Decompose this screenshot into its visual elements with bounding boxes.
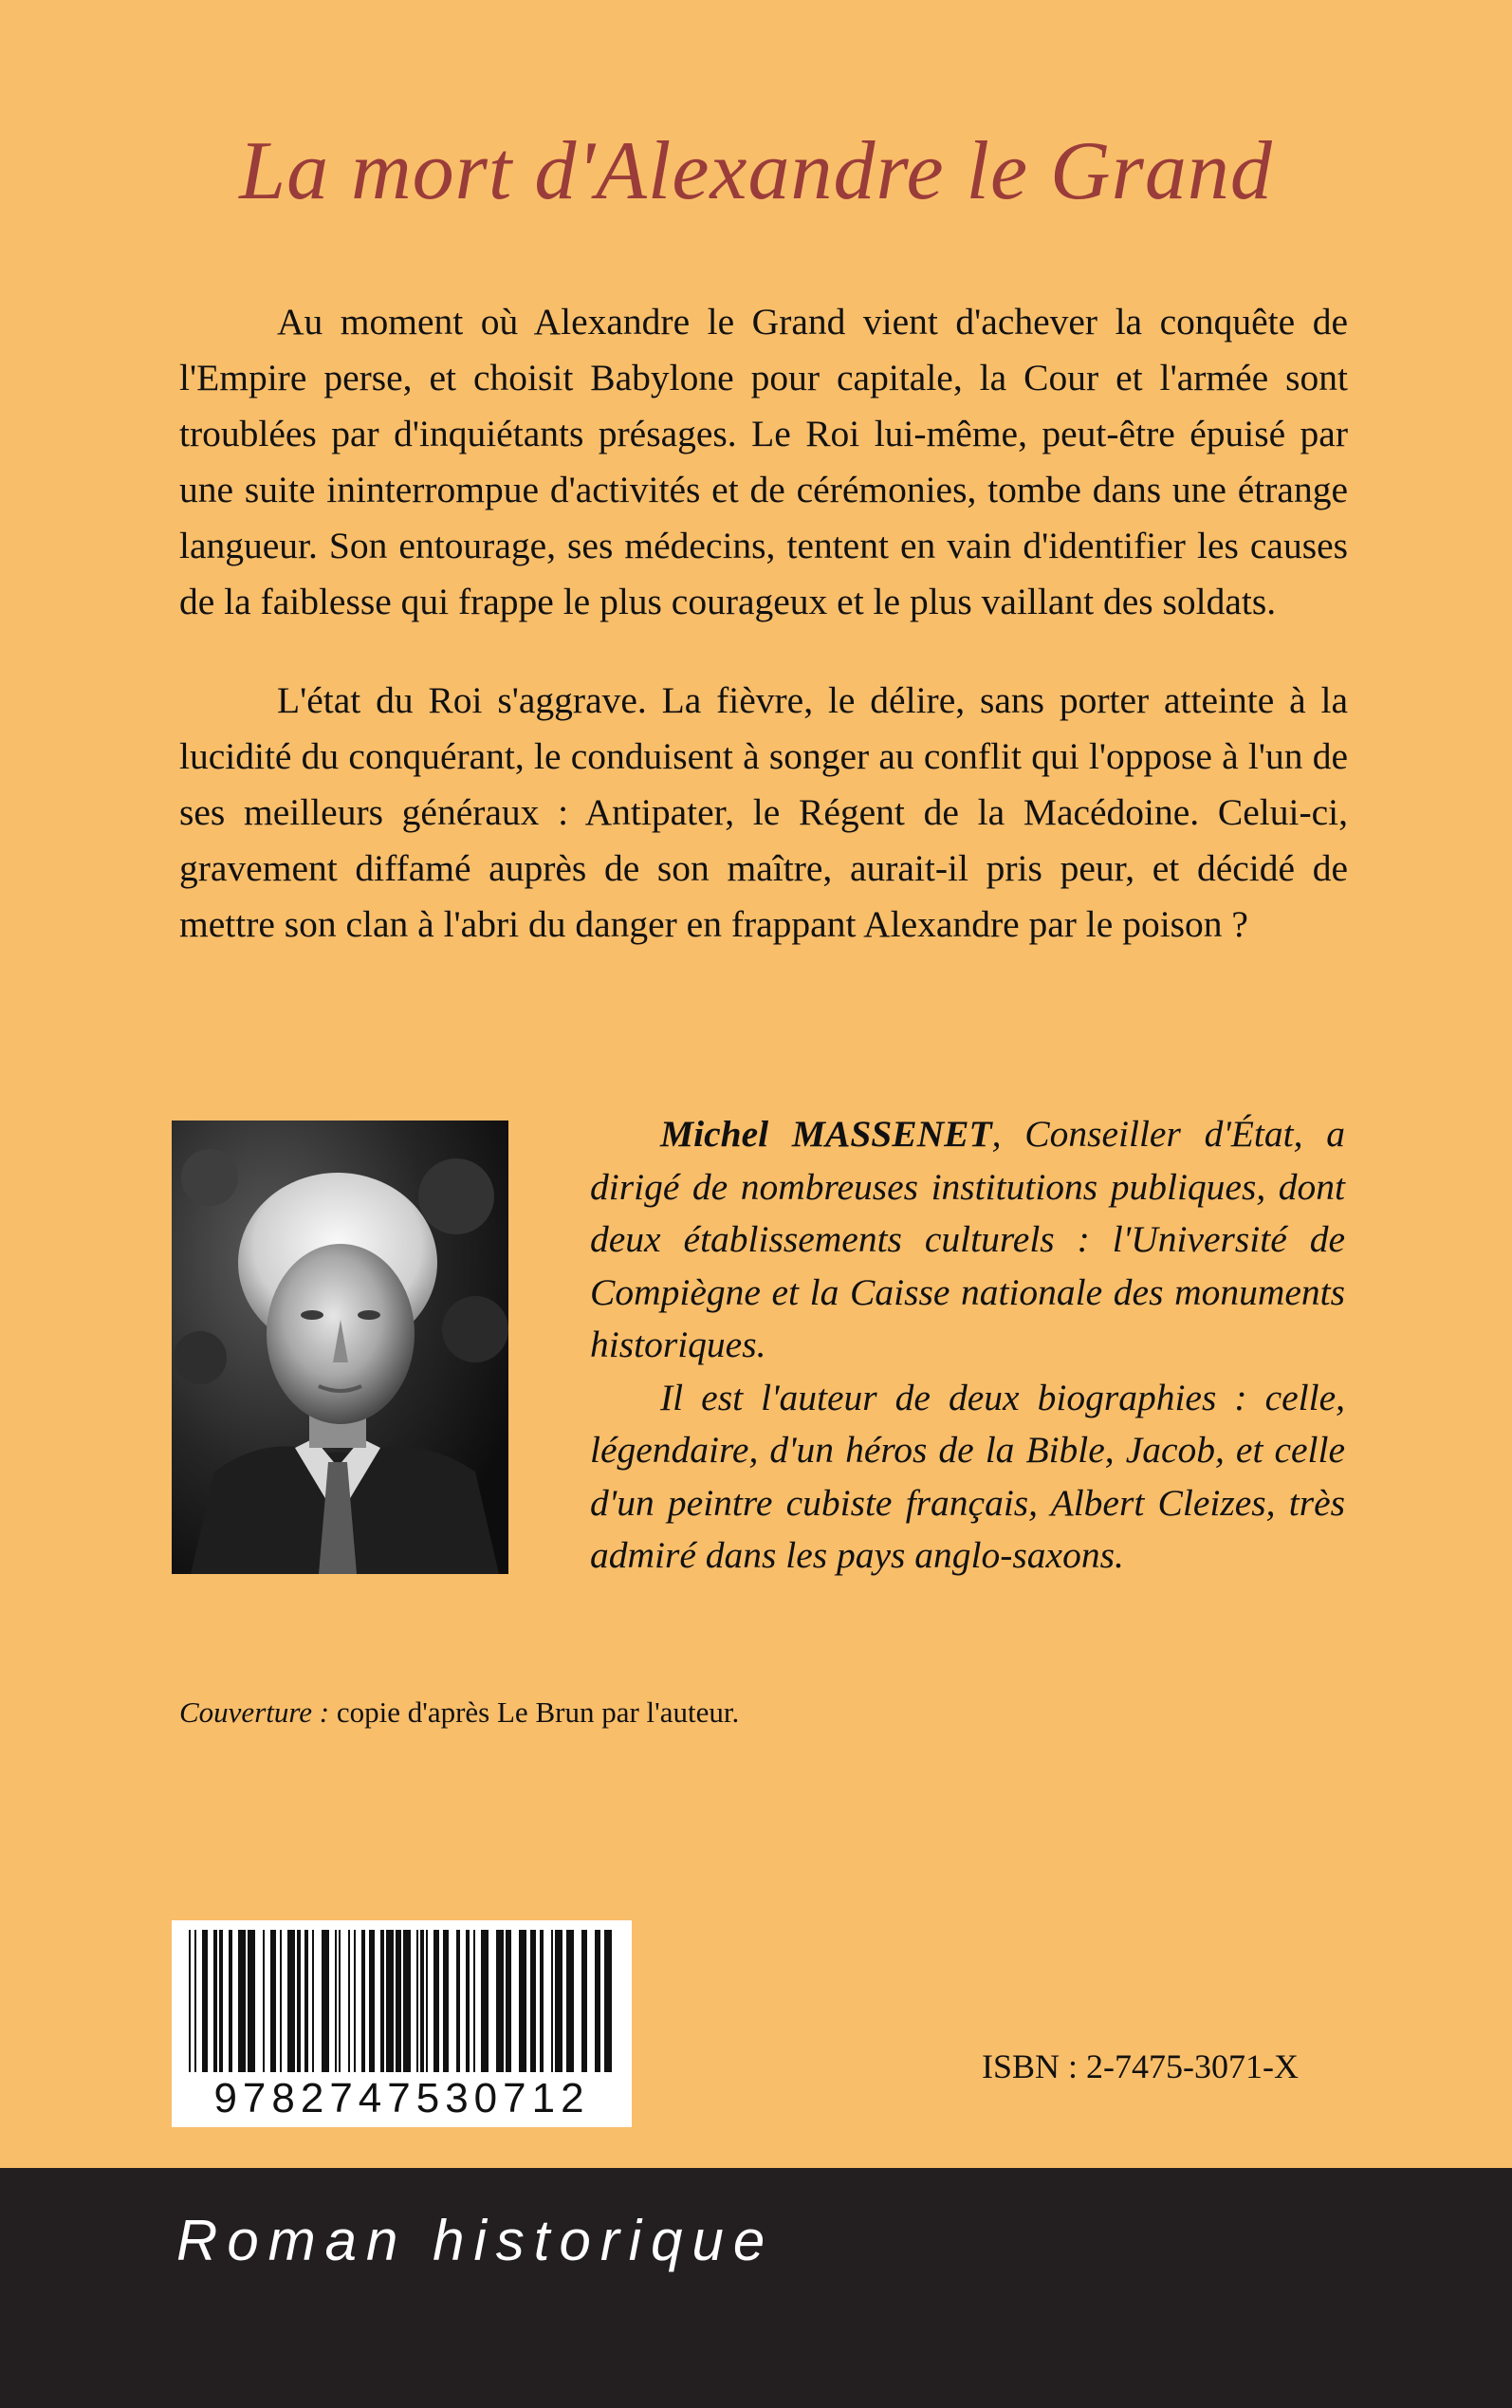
barcode-bar: [581, 1930, 587, 2072]
cover-credit: [179, 1694, 739, 1732]
book-title: La mort d'Alexandre le Grand: [239, 125, 1273, 217]
author-name: Michel MASSENET: [660, 1113, 992, 1155]
author-bio-paragraph-2: Il est l'auteur de deux biographies : celle, légendaire, d'un héros de la Bible, Jacob, et celle d'un peintre cubiste français, Albert Cleizes, très admiré dans les pays anglo-saxons.: [590, 1376, 1345, 1576]
barcode-bar: [354, 1930, 356, 2072]
barcode-bar: [519, 1930, 526, 2072]
barcode-bar: [194, 1930, 196, 2072]
barcode-bar: [443, 1930, 449, 2072]
barcode-bar: [595, 1930, 600, 2072]
summary-paragraph-2: L'état du Roi s'aggrave. La fièvre, le délire, sans porter atteinte à la lucidité du conquérant, le conduisent à songer au conflit qui l'oppose à l'un de ses meilleurs généraux : Antipater, le Régent de la Macédoine. Celui-ci, gravement diffamé auprès de son maître, aurait-il pris peur, et décidé de mettre son clan à l'abri du danger en frappant Alexandre par le poison ?: [179, 679, 1348, 945]
isbn: ISBN : 2-7475-3071-X: [982, 2047, 1299, 2085]
barcode-bar: [555, 1930, 562, 2072]
barcode-bar: [270, 1930, 276, 2072]
barcode-bar: [416, 1930, 418, 2072]
barcode-bar: [604, 1930, 612, 2072]
barcode-bar: [312, 1930, 314, 2072]
barcode-bar: [481, 1930, 489, 2072]
barcode-bar: [229, 1930, 232, 2072]
barcode-bar: [566, 1930, 574, 2072]
author-bio: [590, 1108, 1345, 1583]
barcode-bar: [202, 1930, 208, 2072]
barcode-bar: [238, 1930, 246, 2072]
barcode-bar: [473, 1930, 475, 2072]
barcode-bar: [466, 1930, 470, 2072]
cover-credit-text: copie d'après Le Brun par l'auteur.: [329, 1695, 740, 1729]
barcode-bar: [396, 1930, 401, 2072]
barcode-bar: [433, 1930, 439, 2072]
barcode: [172, 1920, 632, 2127]
barcode-bar: [322, 1930, 329, 2072]
barcode-bar: [263, 1930, 265, 2072]
barcode-bar: [456, 1930, 460, 2072]
barcode-bar: [551, 1930, 553, 2072]
author-photo: [172, 1121, 508, 1574]
barcode-bar: [380, 1930, 384, 2072]
barcode-bar: [369, 1930, 375, 2072]
barcode-bar: [335, 1930, 337, 2072]
barcode-bar: [403, 1930, 411, 2072]
barcode-bar: [420, 1930, 424, 2072]
barcode-digits: 9782747530712: [213, 2075, 590, 2121]
barcode-bar: [280, 1930, 282, 2072]
barcode-bar: [361, 1930, 365, 2072]
barcode-bar: [348, 1930, 350, 2072]
barcode-bar: [213, 1930, 217, 2072]
barcode-bar: [339, 1930, 341, 2072]
cover-credit-label: Couverture :: [179, 1695, 330, 1729]
summary-paragraph-1: Au moment où Alexandre le Grand vient d'achever la conquête de l'Empire perse, et choisit Babylone pour capitale, la Cour et l'armée sont troublées par d'inquiétants présages. Le Roi lui-même, peut-être épuisé par une suite ininterrompue d'activités et de cérémonies, tombe dans une étrange langueur. Son entourage, ses médecins, tentent en vain d'identifier les causes de la faiblesse qui frappe le plus courageux et le plus vaillant des soldats.: [179, 301, 1348, 622]
author-bio-paragraph-1: [590, 1108, 1345, 1372]
barcode-bar: [297, 1930, 301, 2072]
barcode-bar: [304, 1930, 308, 2072]
barcode-bar: [189, 1930, 191, 2072]
genre-label: Roman historique: [176, 2209, 775, 2272]
barcode-bars: [172, 1920, 632, 2080]
barcode-bar: [496, 1930, 504, 2072]
barcode-bar: [219, 1930, 223, 2072]
barcode-bar: [530, 1930, 536, 2072]
barcode-bar: [287, 1930, 295, 2072]
footer-band: [0, 2168, 1512, 2408]
barcode-bar: [426, 1930, 428, 2072]
barcode-bar: [506, 1930, 511, 2072]
author-bio-text-1: , Conseiller d'État, a dirigé de nombreuses institutions publiques, dont deux établissements culturels : l'Université de Compiègne et la Caisse nationale des monuments historiques.: [590, 1113, 1345, 1365]
barcode-bar: [540, 1930, 544, 2072]
barcode-bar: [386, 1930, 394, 2072]
barcode-bar: [248, 1930, 255, 2072]
